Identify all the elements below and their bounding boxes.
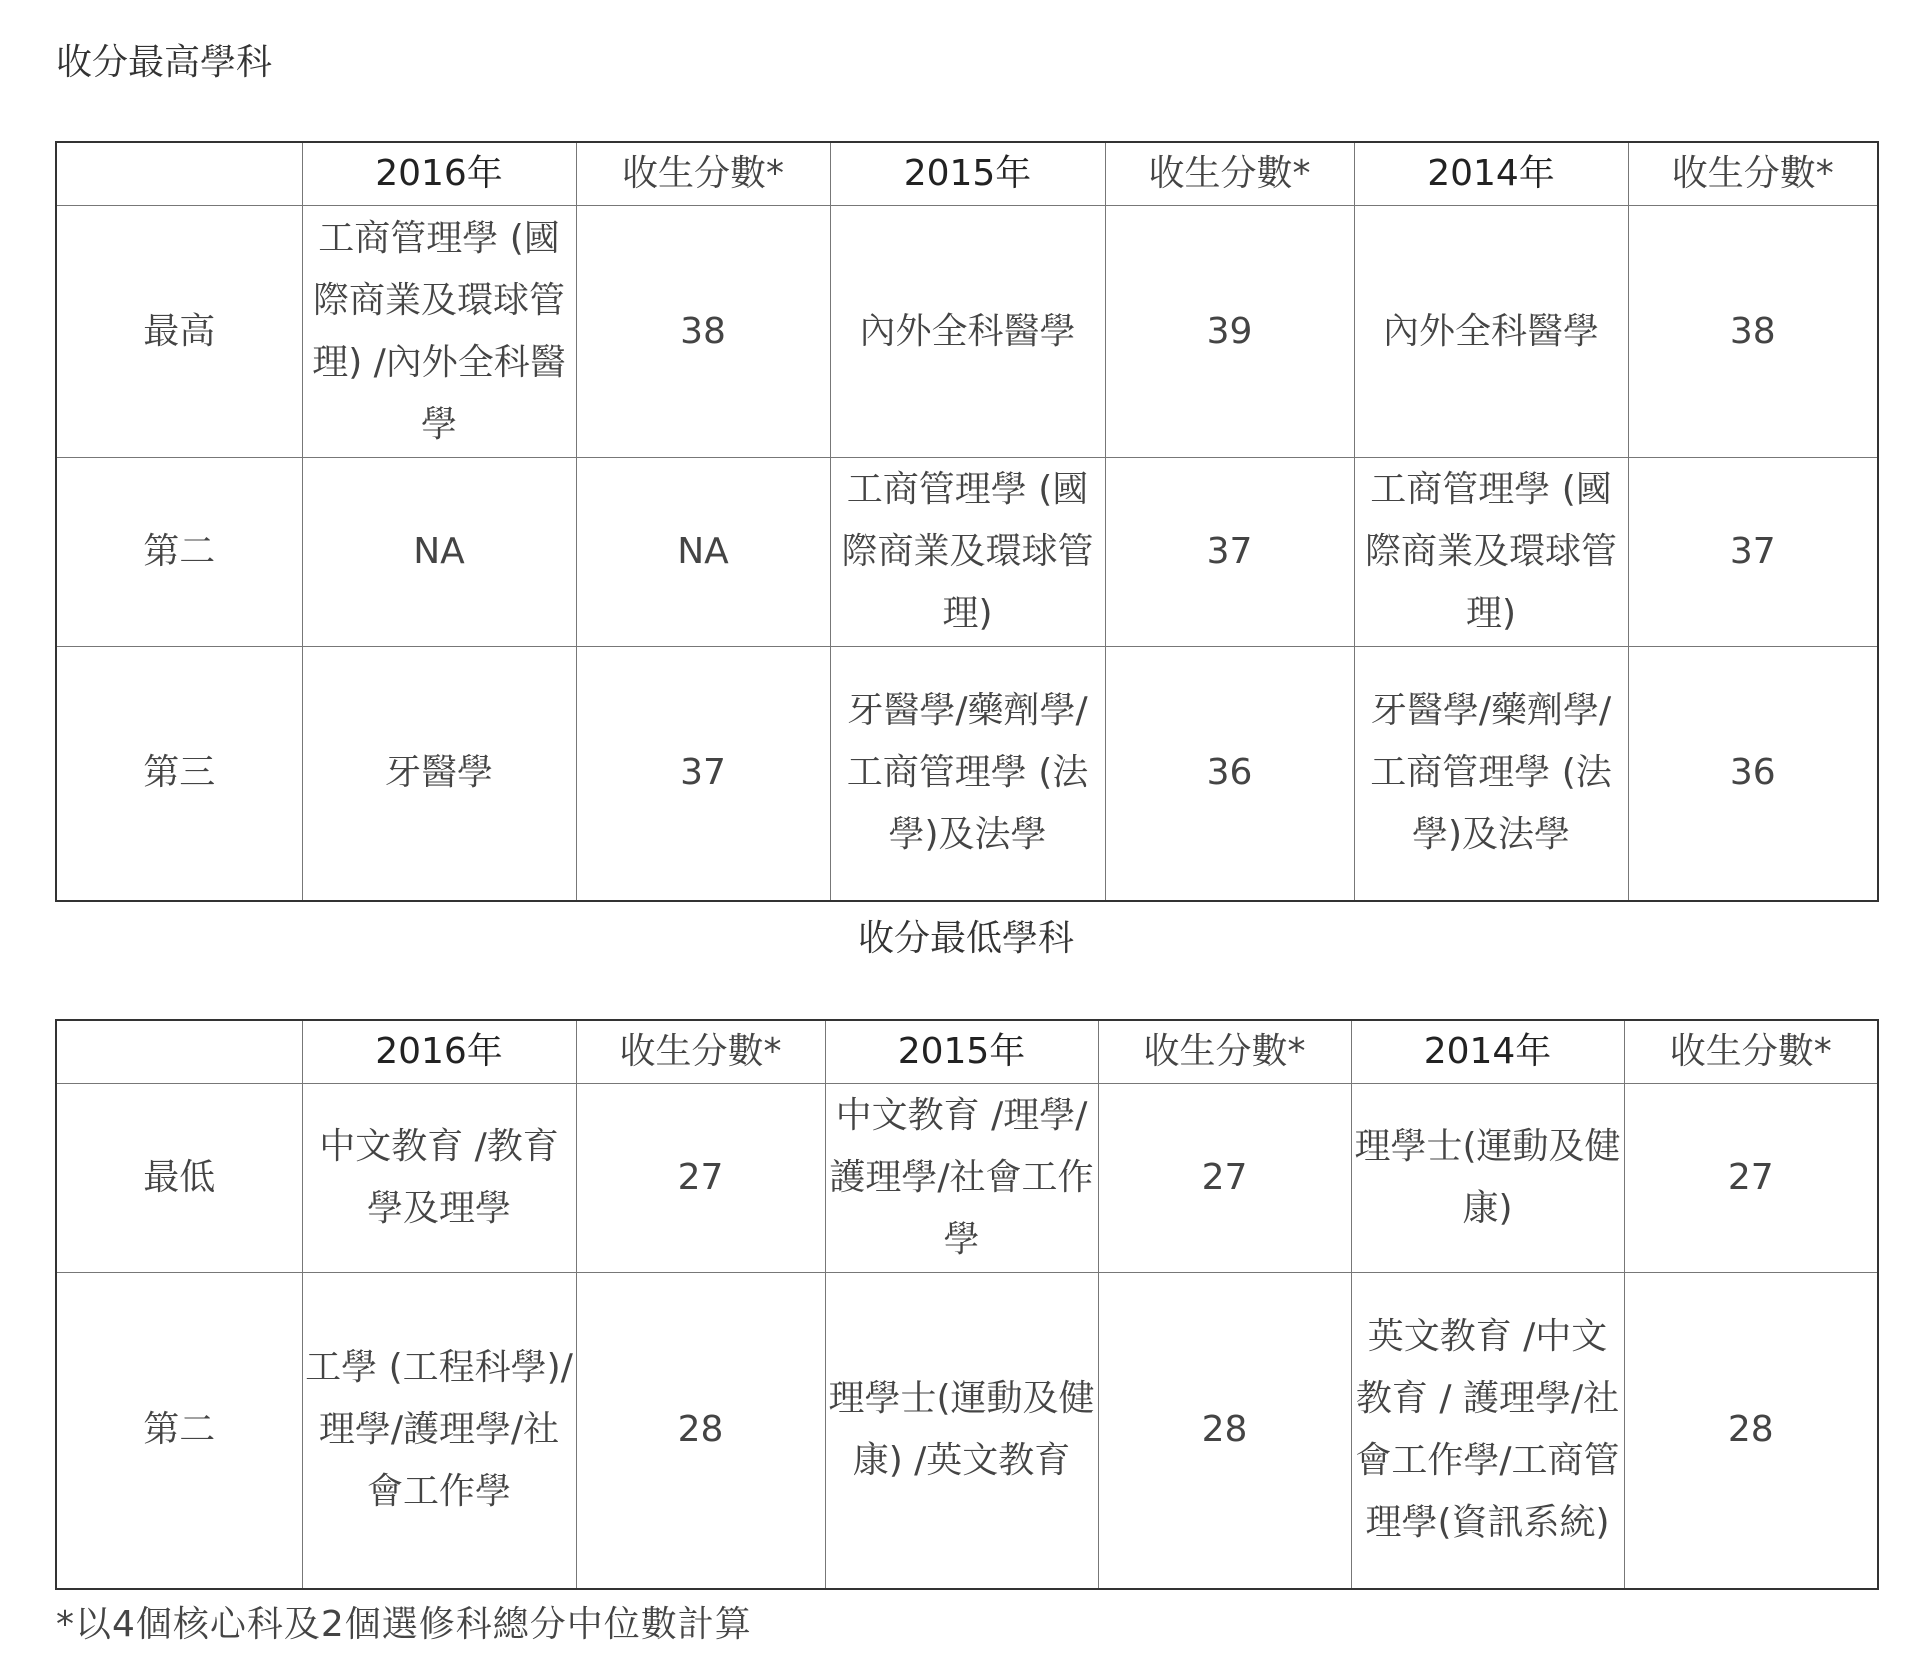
score-cell: 28 — [1624, 1273, 1878, 1589]
table-row — [56, 1273, 1878, 1589]
table-row — [56, 647, 1878, 901]
score-cell: 37 — [1628, 458, 1878, 647]
header-score: 收生分數* — [1105, 142, 1354, 206]
score-cell: 37 — [1105, 458, 1354, 647]
subject-cell: 中文教育 /教育學及理學 — [302, 1084, 576, 1273]
rank-cell: 第三 — [56, 647, 302, 901]
score-cell: 27 — [1098, 1084, 1351, 1273]
header-score: 收生分數* — [1098, 1020, 1351, 1084]
score-cell: 37 — [576, 647, 830, 901]
lowest-section-title: 收分最低學科 — [857, 918, 1074, 959]
header-score: 收生分數* — [576, 142, 830, 206]
rank-cell: 最高 — [56, 206, 302, 458]
score-cell: 36 — [1105, 647, 1354, 901]
score-cell: 39 — [1105, 206, 1354, 458]
score-cell: 36 — [1628, 647, 1878, 901]
header-cell-empty — [56, 1020, 302, 1084]
subject-cell: 英文教育 /中文教育 / 護理學/社會工作學/工商管理學(資訊系統) — [1351, 1273, 1624, 1589]
header-year: 2014年 — [1351, 1020, 1624, 1084]
score-cell: 27 — [1624, 1084, 1878, 1273]
header-year: 2016年 — [302, 142, 576, 206]
header-score: 收生分數* — [1624, 1020, 1878, 1084]
header-score: 收生分數* — [1628, 142, 1878, 206]
header-row — [56, 142, 1878, 206]
subject-cell: 中文教育 /理學/護理學/社會工作學 — [825, 1084, 1098, 1273]
subject-cell: 工商管理學 (國際商業及環球管理) /內外全科醫學 — [302, 206, 576, 458]
score-cell: 28 — [576, 1273, 825, 1589]
score-cell: NA — [576, 458, 830, 647]
subject-cell: 牙醫學/藥劑學/工商管理學 (法學)及法學 — [830, 647, 1105, 901]
subject-cell: 理學士(運動及健康) /英文教育 — [825, 1273, 1098, 1589]
highest-section-title: 收分最高學科 — [56, 42, 273, 83]
header-year: 2015年 — [830, 142, 1105, 206]
score-cell: 38 — [1628, 206, 1878, 458]
header-year: 2016年 — [302, 1020, 576, 1084]
subject-cell: 理學士(運動及健康) — [1351, 1084, 1624, 1273]
rank-cell: 第二 — [56, 458, 302, 647]
table-row — [56, 458, 1878, 647]
table-row — [56, 1084, 1878, 1273]
subject-cell: 內外全科醫學 — [1354, 206, 1628, 458]
subject-cell: 工商管理學 (國際商業及環球管理) — [830, 458, 1105, 647]
lowest-score-table — [55, 1019, 1879, 1590]
score-cell: 28 — [1098, 1273, 1351, 1589]
subject-cell: 牙醫學/藥劑學/工商管理學 (法學)及法學 — [1354, 647, 1628, 901]
subject-cell: 工商管理學 (國際商業及環球管理) — [1354, 458, 1628, 647]
subject-cell: 牙醫學 — [302, 647, 576, 901]
header-year: 2014年 — [1354, 142, 1628, 206]
subject-cell: 內外全科醫學 — [830, 206, 1105, 458]
header-score: 收生分數* — [576, 1020, 825, 1084]
highest-score-table — [55, 141, 1879, 902]
subject-cell: 工學 (工程科學)/ 理學/護理學/社會工作學 — [302, 1273, 576, 1589]
header-year: 2015年 — [825, 1020, 1098, 1084]
header-cell-empty — [56, 142, 302, 206]
footnote: *以4個核心科及2個選修科總分中位數計算 — [56, 1604, 752, 1645]
rank-cell: 最低 — [56, 1084, 302, 1273]
header-row — [56, 1020, 1878, 1084]
score-cell: 38 — [576, 206, 830, 458]
table-row — [56, 206, 1878, 458]
score-cell: 27 — [576, 1084, 825, 1273]
subject-cell: NA — [302, 458, 576, 647]
rank-cell: 第二 — [56, 1273, 302, 1589]
